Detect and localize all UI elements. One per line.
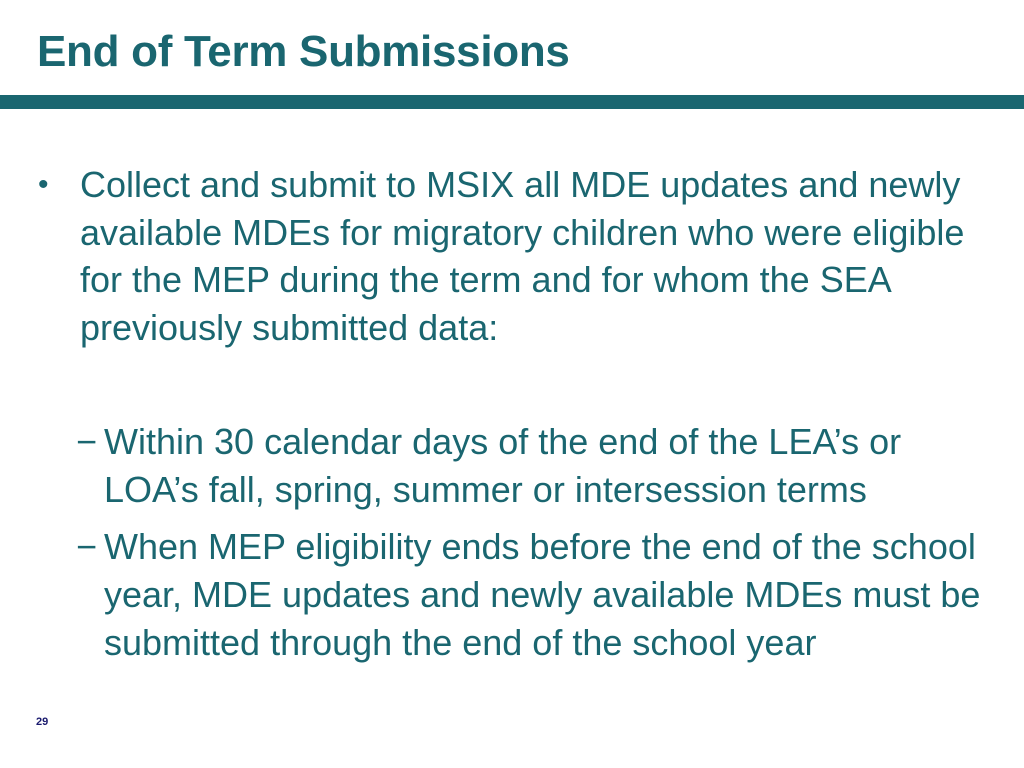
main-bullet-text: Collect and submit to MSIX all MDE updates and newly available MDEs for migratory children who were eligible for the MEP during the term and for whom the SEA previously submitted data: — [80, 164, 965, 348]
sub-bullet-item — [76, 523, 984, 667]
slide-title: End of Term Submissions — [37, 27, 570, 76]
dash-icon: − — [76, 421, 98, 462]
sub-bullet-item — [76, 418, 984, 514]
title-divider-bar — [0, 95, 1024, 109]
sub-bullet-text: Within 30 calendar days of the end of the LEA’s or LOA’s fall, spring, summer or intersession terms — [104, 421, 902, 510]
sub-bullet-text: When MEP eligibility ends before the end of the school year, MDE updates and newly available MDEs must be submitted through the end of the school year — [104, 526, 981, 663]
dash-icon: − — [76, 526, 98, 567]
sub-bullet-list — [76, 418, 984, 676]
main-bullet — [38, 161, 980, 351]
bullet-dot-icon: • — [38, 168, 49, 201]
page-number: 29 — [36, 716, 49, 728]
